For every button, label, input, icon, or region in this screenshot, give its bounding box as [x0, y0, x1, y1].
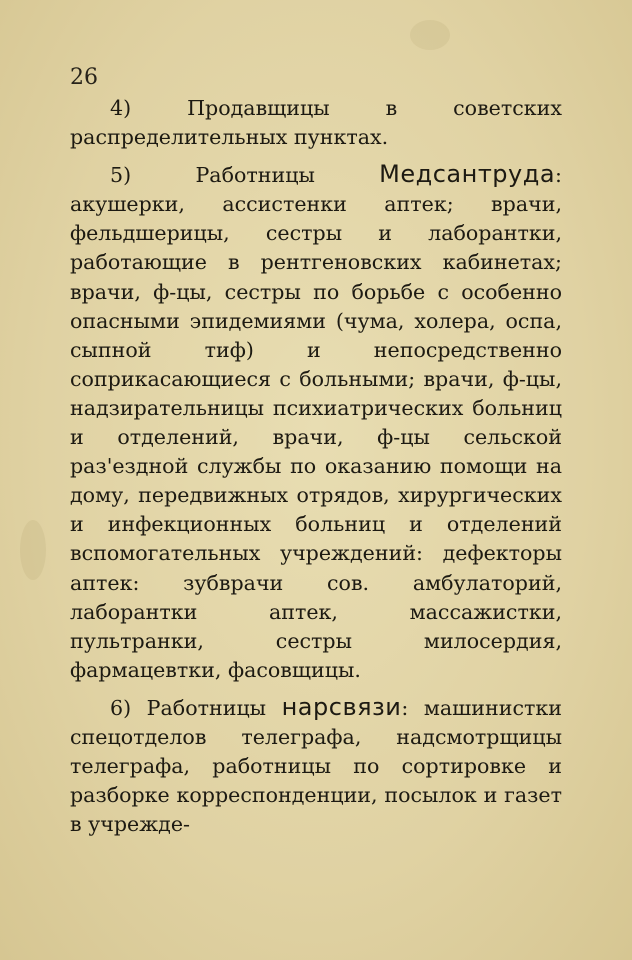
paragraph-4: 4) Продавщицы в советских распределительных пунктах. — [70, 96, 562, 150]
body-text — [70, 94, 562, 839]
paper-stain — [410, 20, 450, 50]
paragraph-6-text: : машинистки спецотделов телеграфа, надсмотрщицы телеграфа, работницы по сортировке и разборке корреспонденции, посылок и газет в учрежде- — [70, 695, 562, 837]
paragraph-5-lead: 5) Работницы — [110, 163, 380, 188]
paragraph-5-text: : акушерки, ассистенки аптек; врачи, фельдшерицы, сестры и лаборантки, работающие в рентгеновских кабинетах; врачи, ф-цы, сестры по борьбе с особенно опасными эпидемиями (чума, холера, оспа, сыпной тиф) и непосредственно соприкасающиеся с больными; врачи, ф-цы, надзирательницы психиатрических больниц и отделений, врачи, ф-цы сельской раз'ездной службы по оказанию помощи на дому, передвижных отрядов, хирургических и инфекционных больниц и отделений вспомогательных учреждений: дефекторы аптек: зубврачи сов. амбулаторий, лаборантки аптек, массажистки, пультранки, сестры милосердия, фармацевтки, фасовщицы. — [70, 163, 562, 682]
paper-stain — [20, 520, 46, 580]
paragraph-6-lead: 6) Работницы — [110, 695, 282, 720]
org-name-narsvyaz: нарсвязи — [281, 692, 402, 721]
org-name-medsantrud: Медсантруда — [379, 160, 556, 189]
paragraph-6 — [70, 693, 562, 839]
paragraph-5 — [70, 160, 562, 685]
page-number: 26 — [70, 65, 98, 90]
